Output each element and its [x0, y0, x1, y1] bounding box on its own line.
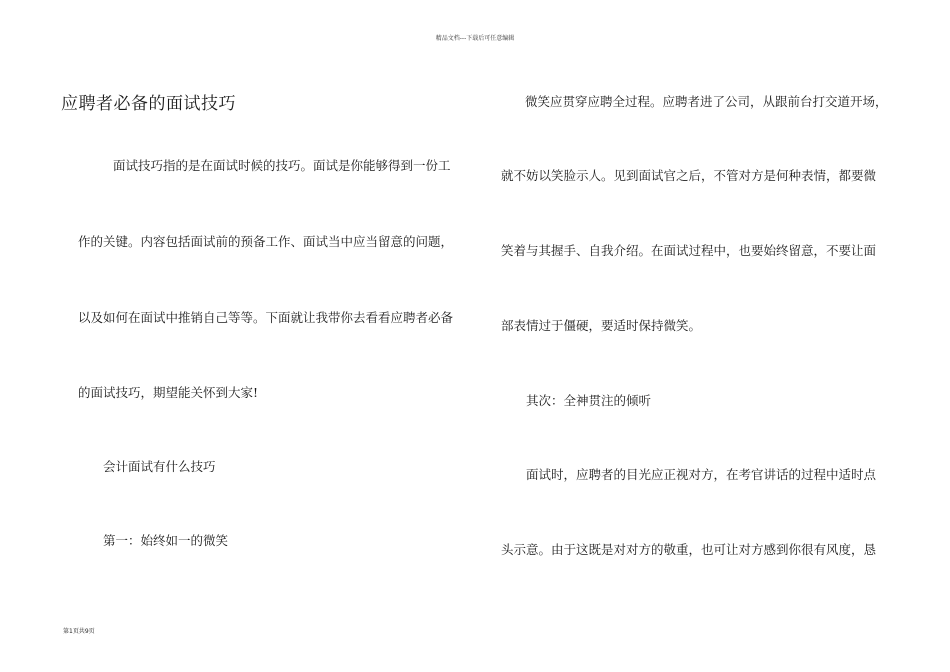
paragraph-line: 笑着与其握手、自我介绍。在面试过程中，也要始终留意，不要让面 — [501, 243, 877, 258]
section-heading: 第一：始终如一的微笑 — [103, 533, 229, 548]
document-title: 应聘者必备的面试技巧 — [61, 94, 236, 114]
paragraph-line: 以及如何在面试中推销自己等等。下面就让我带你去看看应聘者必备 — [78, 310, 454, 325]
paragraph-line: 头示意。由于这既是对对方的敬重，也可让对方感到你很有风度，恳 — [501, 542, 877, 557]
paragraph-line: 面试技巧指的是在面试时候的技巧。面试是你能够得到一份工 — [113, 158, 451, 173]
paragraph-line: 微笑应贯穿应聘全过程。应聘者进了公司，从跟前台打交道开场， — [525, 94, 888, 109]
section-heading: 其次：全神贯注的倾听 — [526, 393, 652, 408]
paragraph-line: 的面试技巧，期望能关怀到大家! — [78, 385, 259, 400]
paragraph-line: 面试时，应聘者的目光应正视对方，在考官讲话的过程中适时点 — [526, 467, 877, 482]
header-note: 精品文档---下载后可任意编辑 — [435, 35, 515, 42]
paragraph-line: 就不妨以笑脸示人。见到面试官之后，不管对方是何种表情，都要微 — [501, 168, 877, 183]
paragraph-line: 作的关键。内容包括面试前的预备工作、面试当中应当留意的问题， — [78, 234, 454, 249]
paragraph-line: 部表情过于僵硬，要适时保持微笑。 — [501, 318, 702, 333]
section-heading: 会计面试有什么技巧 — [103, 459, 216, 474]
page-number: 第1页共9页 — [63, 628, 95, 635]
